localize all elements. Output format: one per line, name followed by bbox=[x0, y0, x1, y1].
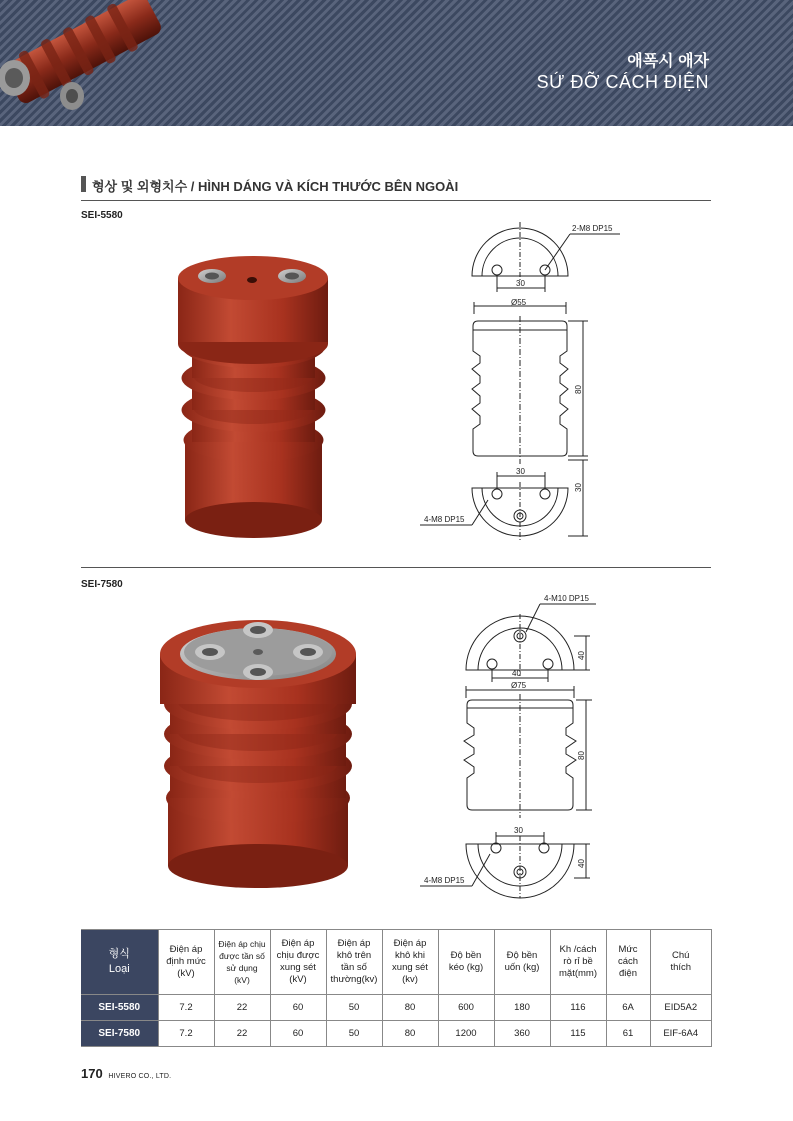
header-title-vietnamese: SỨ ĐỠ CÁCH ĐIỆN bbox=[536, 72, 709, 92]
table-row bbox=[81, 995, 712, 1021]
header-rated-voltage bbox=[158, 930, 214, 995]
header-text: Chú bbox=[672, 950, 690, 961]
cell-insulation-level: 61 bbox=[606, 1021, 650, 1047]
cell-rated-voltage: 7.2 bbox=[158, 1021, 214, 1047]
header-text: khô trên bbox=[336, 950, 372, 961]
header-text: uốn (kg) bbox=[504, 962, 540, 973]
model-label-sei-5580: SEI-5580 bbox=[81, 210, 123, 221]
header-tensile-strength bbox=[438, 930, 494, 995]
page-number: 170 bbox=[81, 1066, 103, 1081]
drawing-label-diameter: Ø75 bbox=[511, 681, 527, 690]
insulator-photo-sei-7580 bbox=[150, 608, 365, 908]
cell-creepage-distance: 116 bbox=[550, 995, 606, 1021]
cell-dry-power-freq: 50 bbox=[326, 995, 382, 1021]
header-text: xung sét bbox=[280, 962, 316, 973]
model-label-sei-7580: SEI-7580 bbox=[81, 579, 123, 590]
header-dry-impulse bbox=[382, 930, 438, 995]
cell-model: SEI-7580 bbox=[81, 1021, 158, 1047]
header-text: (kv) bbox=[402, 974, 418, 985]
drawing-label-bottom-depth: 40 bbox=[577, 859, 586, 868]
header-title-korean: 애폭시 애자 bbox=[627, 53, 709, 70]
header-text: Điện áp bbox=[337, 938, 371, 949]
header-creepage-distance bbox=[550, 930, 606, 995]
header-text: được tần số bbox=[219, 951, 265, 961]
cell-notes: EID5A2 bbox=[650, 995, 712, 1021]
drawing-label-top-hole: 4-M10 DP15 bbox=[544, 594, 589, 603]
header-text: (kV) bbox=[289, 974, 307, 985]
header-text: tần số bbox=[341, 962, 367, 973]
cell-impulse-withstand: 60 bbox=[270, 1021, 326, 1047]
technical-drawing-sei-7580 bbox=[410, 590, 630, 900]
header-text: khô khi bbox=[394, 950, 426, 961]
drawing-label-top-spacing: 30 bbox=[516, 279, 525, 288]
header-text: thường(kv) bbox=[330, 974, 378, 985]
cell-dry-impulse: 80 bbox=[382, 1021, 438, 1047]
header-text: sử dụng bbox=[226, 963, 258, 973]
header-text: Điện áp bbox=[393, 938, 427, 949]
cell-creepage-distance: 115 bbox=[550, 1021, 606, 1047]
header-text: (kV) bbox=[234, 975, 250, 985]
cell-tensile-strength: 1200 bbox=[438, 1021, 494, 1047]
section-divider bbox=[81, 567, 711, 568]
header-text: mặt(mm) bbox=[559, 968, 597, 979]
header-text: Kh /cách bbox=[559, 944, 597, 955]
company-name: HIVERO CO., LTD. bbox=[108, 1073, 172, 1080]
header-text: Độ bền bbox=[450, 950, 482, 961]
technical-drawing-sei-5580 bbox=[410, 220, 630, 550]
cell-rated-voltage: 7.2 bbox=[158, 995, 214, 1021]
header-power-freq-withstand bbox=[214, 930, 270, 995]
header-text: chịu được bbox=[276, 950, 320, 961]
header-text: Loại bbox=[108, 963, 130, 975]
header-type bbox=[81, 930, 158, 995]
drawing-label-top-depth: 40 bbox=[577, 651, 586, 660]
header-text: thích bbox=[670, 962, 692, 973]
section-title: 형상 및 외형치수 / HÌNH DÁNG VÀ KÍCH THƯỚC BÊN NGOÀI bbox=[92, 179, 459, 194]
cell-impulse-withstand: 60 bbox=[270, 995, 326, 1021]
cell-power-freq-withstand: 22 bbox=[214, 1021, 270, 1047]
cell-model: SEI-5580 bbox=[81, 995, 158, 1021]
cell-dry-impulse: 80 bbox=[382, 995, 438, 1021]
insulator-photo-sei-5580 bbox=[170, 250, 335, 550]
drawing-label-bottom-hole: 4-M8 DP15 bbox=[424, 515, 465, 524]
header-text: rò rỉ bề bbox=[563, 956, 593, 967]
cell-notes: EIF-6A4 bbox=[650, 1021, 712, 1047]
header-text: 형식 bbox=[108, 948, 130, 960]
drawing-label-diameter: Ø55 bbox=[511, 298, 527, 307]
header-text: Điện áp chịu bbox=[218, 939, 266, 949]
drawing-label-height: 80 bbox=[574, 385, 583, 394]
header-text: cách bbox=[617, 956, 639, 967]
page-footer bbox=[81, 1066, 171, 1081]
cell-insulation-level: 6A bbox=[606, 995, 650, 1021]
header-text: Độ bền bbox=[506, 950, 538, 961]
cell-tensile-strength: 600 bbox=[438, 995, 494, 1021]
drawing-label-top-spacing: 40 bbox=[512, 669, 521, 678]
drawing-label-bottom-spacing: 30 bbox=[514, 826, 523, 835]
table-header-row bbox=[81, 930, 712, 995]
header-dry-power-freq bbox=[326, 930, 382, 995]
cell-bending-strength: 180 bbox=[494, 995, 550, 1021]
header-text: điện bbox=[619, 968, 637, 979]
table-row bbox=[81, 1021, 712, 1047]
drawing-label-top-hole: 2-M8 DP15 bbox=[572, 224, 613, 233]
header-impulse-withstand bbox=[270, 930, 326, 995]
header-notes bbox=[650, 930, 712, 995]
drawing-label-bottom-hole: 4-M8 DP15 bbox=[424, 876, 465, 885]
cell-bending-strength: 360 bbox=[494, 1021, 550, 1047]
header-insulation-level bbox=[606, 930, 650, 995]
drawing-label-height: 80 bbox=[577, 751, 586, 760]
header-text: Điện áp bbox=[169, 944, 203, 955]
drawing-label-bottom-spacing: 30 bbox=[516, 467, 525, 476]
section-heading bbox=[81, 173, 711, 201]
section-marker bbox=[81, 176, 86, 192]
header-text: xung sét bbox=[392, 962, 428, 973]
header-banner bbox=[0, 0, 793, 126]
header-text: kéo (kg) bbox=[448, 962, 484, 973]
spec-table bbox=[81, 929, 712, 1047]
header-text: Điện áp bbox=[281, 938, 315, 949]
header-text: Mức bbox=[618, 944, 638, 955]
header-text: (kV) bbox=[177, 968, 195, 979]
header-text: định mức bbox=[166, 956, 206, 967]
cell-power-freq-withstand: 22 bbox=[214, 995, 270, 1021]
cell-dry-power-freq: 50 bbox=[326, 1021, 382, 1047]
insulator-photo-banner bbox=[0, 0, 200, 126]
drawing-label-bottom-depth: 30 bbox=[574, 483, 583, 492]
header-bending-strength bbox=[494, 930, 550, 995]
